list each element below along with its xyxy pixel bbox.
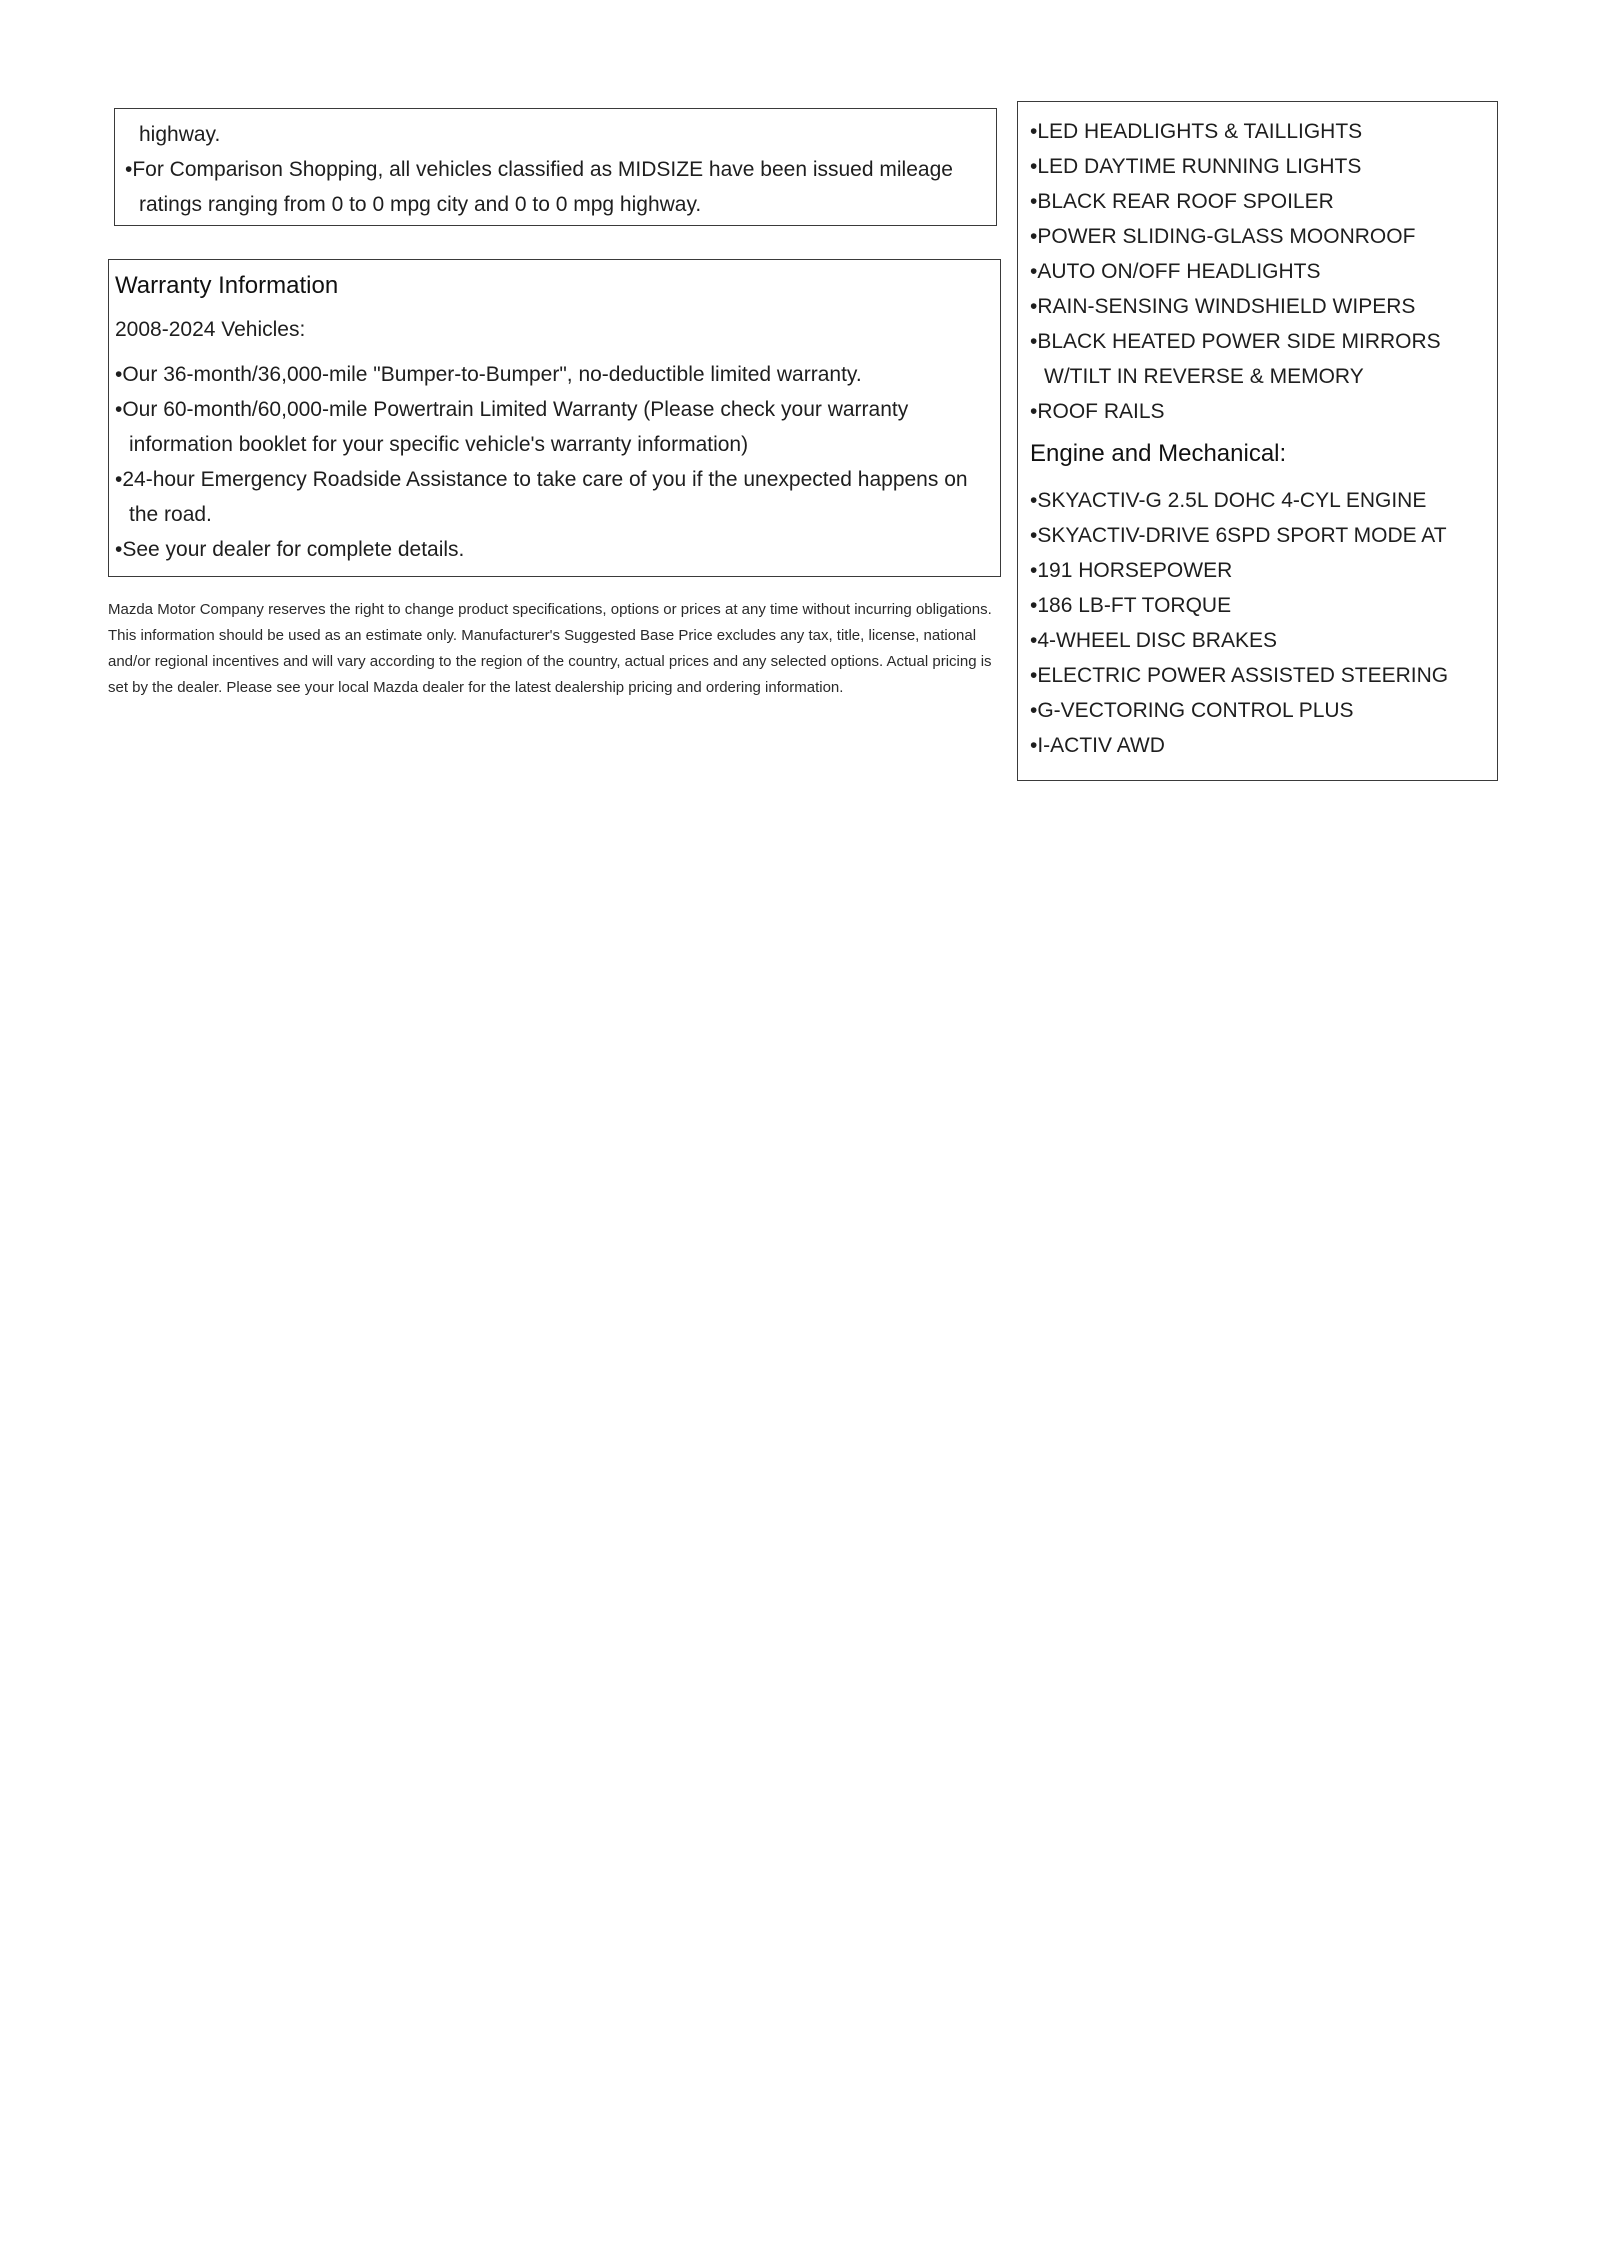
features-box (1017, 101, 1498, 781)
engine-item: •SKYACTIV-G 2.5L DOHC 4-CYL ENGINE (1030, 489, 1427, 512)
engine-item: •186 LB-FT TORQUE (1030, 594, 1232, 617)
warranty-title: Warranty Information (115, 272, 339, 299)
engine-item: •191 HORSEPOWER (1030, 559, 1233, 582)
warranty-item: •See your dealer for complete details. (115, 538, 465, 561)
feature-item: •LED DAYTIME RUNNING LIGHTS (1030, 155, 1362, 178)
warranty-subtitle: 2008-2024 Vehicles: (115, 318, 306, 341)
mileage-line: highway. (139, 123, 221, 146)
feature-item: •ROOF RAILS (1030, 400, 1165, 423)
mileage-bullet: •For Comparison Shopping, all vehicles classified as MIDSIZE have been issued mileage ratings ranging from 0 to 0 mpg city and 0 to 0 mpg highway. (125, 158, 953, 216)
warranty-box (108, 259, 1001, 577)
warranty-item: •Our 60-month/60,000-mile Powertrain Limited Warranty (Please check your warranty information booklet for your specific vehicle's warranty information) (115, 398, 909, 456)
warranty-item: •Our 36-month/36,000-mile "Bumper-to-Bumper", no-deductible limited warranty. (115, 363, 862, 386)
feature-item: •BLACK REAR ROOF SPOILER (1030, 190, 1334, 213)
engine-item: •G-VECTORING CONTROL PLUS (1030, 699, 1354, 722)
feature-item: •LED HEADLIGHTS & TAILLIGHTS (1030, 120, 1363, 143)
engine-item: •4-WHEEL DISC BRAKES (1030, 629, 1277, 652)
feature-item: •POWER SLIDING-GLASS MOONROOF (1030, 225, 1416, 248)
warranty-item: •24-hour Emergency Roadside Assistance to take care of you if the unexpected happens on the road. (115, 468, 968, 526)
feature-item: •BLACK HEATED POWER SIDE MIRRORS W/TILT IN REVERSE & MEMORY (1030, 330, 1441, 388)
engine-item: •ELECTRIC POWER ASSISTED STEERING (1030, 664, 1449, 687)
engine-item: •SKYACTIV-DRIVE 6SPD SPORT MODE AT (1030, 524, 1447, 547)
mileage-info-box (114, 108, 997, 226)
engine-item: •I-ACTIV AWD (1030, 734, 1165, 757)
feature-item: •AUTO ON/OFF HEADLIGHTS (1030, 260, 1321, 283)
feature-item: •RAIN-SENSING WINDSHIELD WIPERS (1030, 295, 1416, 318)
disclaimer-text: Mazda Motor Company reserves the right to change product specifications, options or prices at any time without incurring obligations. This information should be used as an estimate only. Manufacturer's Suggested Base Price excludes any tax, title, license, national and/or regional incentives and will vary according to the region of the country, actual prices and any selected options. Actual pricing is set by the dealer. Please see your local Mazda dealer for the latest dealership pricing and ordering information. (108, 601, 992, 696)
engine-section-title: Engine and Mechanical: (1030, 440, 1287, 467)
